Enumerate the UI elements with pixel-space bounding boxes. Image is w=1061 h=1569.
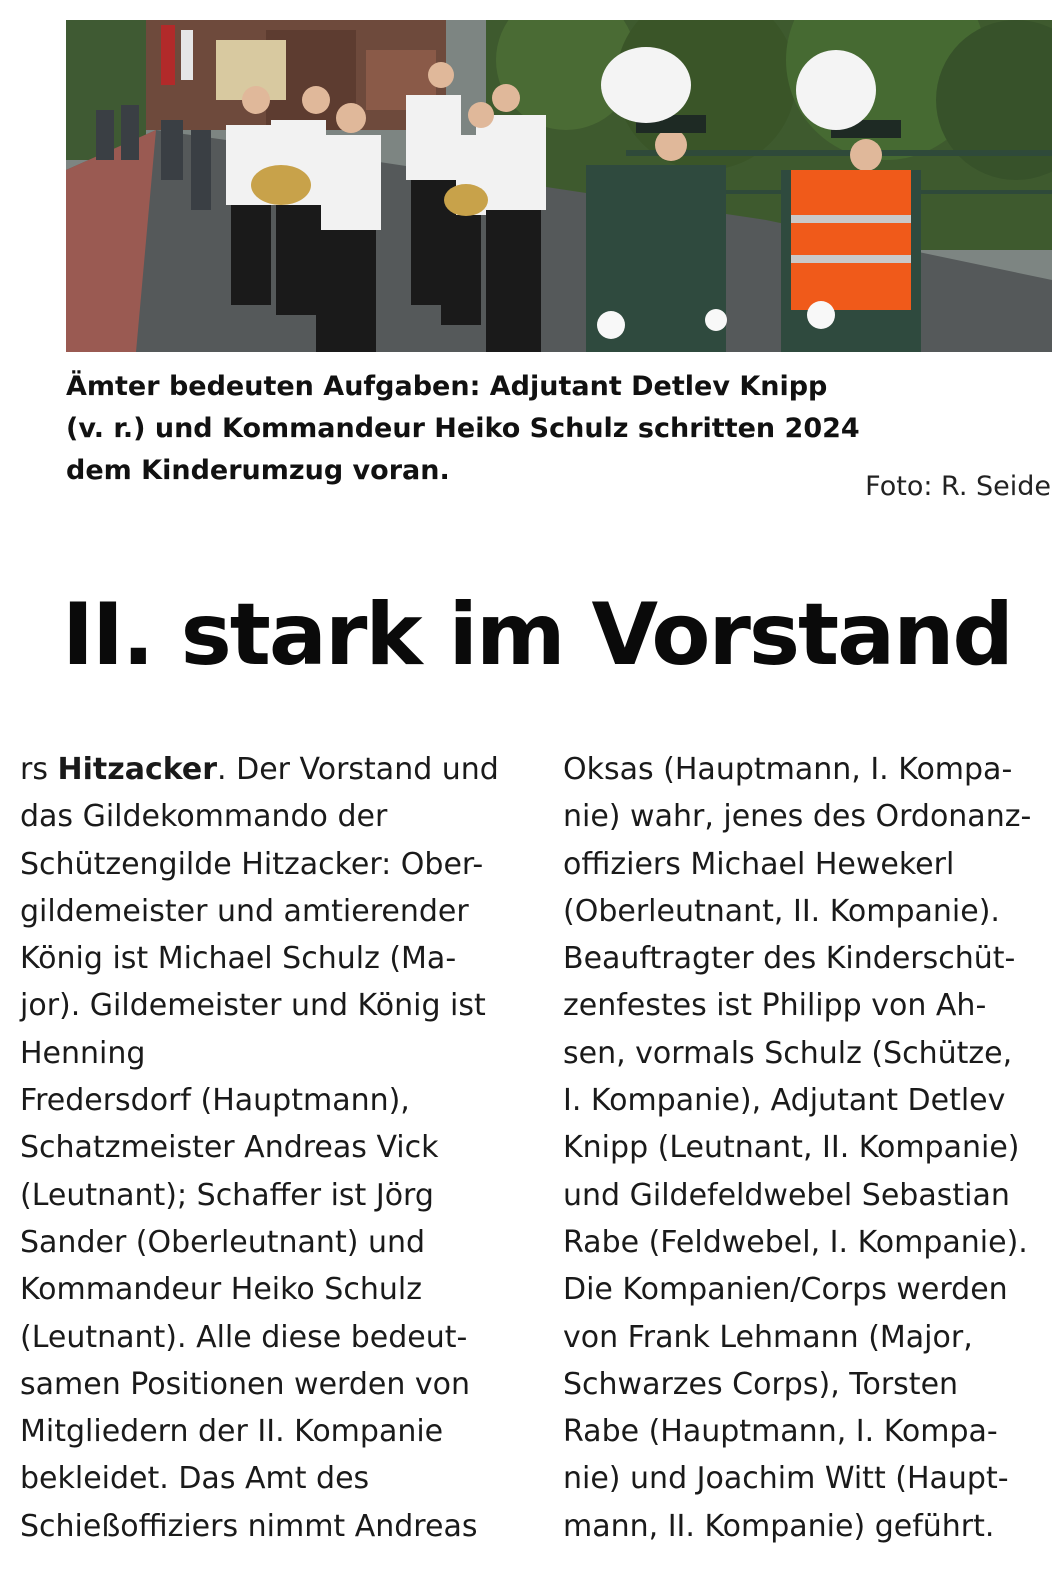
- caption-line: (v. r.) und Kommandeur Heiko Schulz schritten 2024: [66, 413, 860, 444]
- article-line: König ist Michael Schulz (Ma-: [20, 941, 457, 977]
- parade-photo-icon: [66, 20, 1052, 352]
- dateline-place: Hitzacker: [57, 752, 218, 787]
- article-line: jor). Gildemeister und König ist: [20, 988, 486, 1024]
- article-line: mann, II. Kompanie) geführt.: [563, 1508, 995, 1544]
- article-line: bekleidet. Das Amt des: [20, 1461, 370, 1497]
- article-line: (Oberleutnant, II. Kompanie).: [563, 893, 1000, 929]
- article-line: von Frank Lehmann (Major,: [563, 1319, 973, 1355]
- article-line: Schießoffiziers nimmt Andreas: [20, 1508, 478, 1544]
- article-line: Beauftragter des Kinderschüt-: [563, 941, 1016, 977]
- article-line: Henning: [20, 1035, 146, 1071]
- dateline-author: rs: [20, 752, 48, 787]
- article-line: Die Kompanien/Corps werden: [563, 1272, 1008, 1308]
- article-line: das Gildekommando der: [20, 799, 388, 835]
- article-line: (Leutnant); Schaffer ist Jörg: [20, 1177, 434, 1213]
- article-line: nie) und Joachim Witt (Haupt-: [563, 1461, 1009, 1497]
- article-line: nie) wahr, jenes des Ordonanz-: [563, 799, 1032, 835]
- article-line: Rabe (Hauptmann, I. Kompa-: [563, 1414, 998, 1450]
- article-line: Rabe (Feldwebel, I. Kompanie).: [563, 1224, 1028, 1260]
- article-text: . Der Vorstand und: [217, 752, 499, 787]
- article-line: samen Positionen werden von: [20, 1366, 471, 1402]
- article-line: I. Kompanie), Adjutant Detlev: [563, 1083, 1006, 1119]
- article-line: sen, vormals Schulz (Schütze,: [563, 1035, 1013, 1071]
- article-line: (Leutnant). Alle diese bedeut-: [20, 1319, 468, 1355]
- article-line: Schwarzes Corps), Torsten: [563, 1366, 959, 1402]
- caption-line: dem Kinderumzug voran.: [66, 455, 450, 486]
- article-line: und Gildefeldwebel Sebastian: [563, 1177, 1010, 1213]
- article-line: Oksas (Hauptmann, I. Kompa-: [563, 752, 1013, 787]
- article-line: Fredersdorf (Hauptmann),: [20, 1083, 410, 1119]
- article-column-left: [20, 746, 540, 1550]
- caption-line: Ämter bedeuten Aufgaben: Adjutant Detlev Knipp: [66, 371, 828, 402]
- article-line: Mitgliedern der II. Kompanie: [20, 1414, 444, 1450]
- article-line: offiziers Michael Hewekerl: [563, 846, 955, 882]
- article-line: gildemeister und amtierender: [20, 893, 469, 929]
- article-first-line: [20, 746, 540, 793]
- article-line: Schützengilde Hitzacker: Ober-: [20, 846, 484, 882]
- article-line: Schatzmeister Andreas Vick: [20, 1130, 439, 1166]
- article-line: Sander (Oberleutnant) und: [20, 1224, 426, 1260]
- parade-photo: [66, 20, 1052, 352]
- article-line: Knipp (Leutnant, II. Kompanie): [563, 1130, 1020, 1166]
- article-column-right: [563, 746, 1061, 1550]
- article-line: Kommandeur Heiko Schulz: [20, 1272, 422, 1308]
- article-headline: II. stark im Vorstand: [62, 585, 1012, 685]
- photo-credit: Foto: R. Seide: [865, 471, 1051, 502]
- article-line: zenfestes ist Philipp von Ah-: [563, 988, 987, 1024]
